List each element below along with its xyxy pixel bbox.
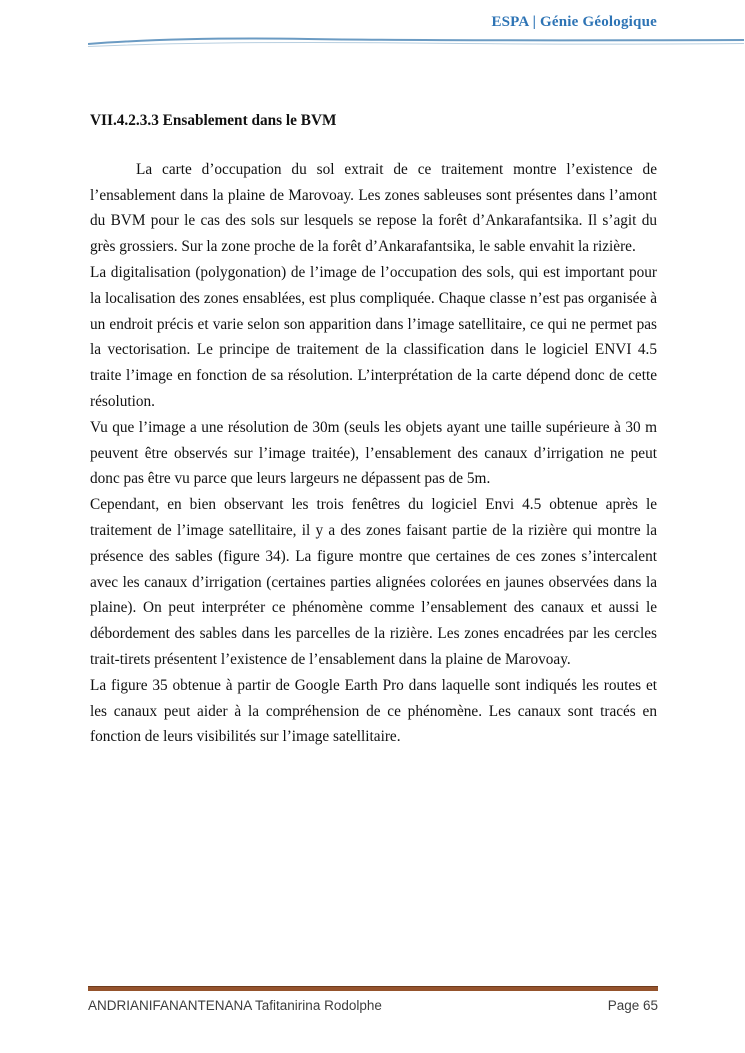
- page-body: [90, 108, 657, 750]
- paragraph: La figure 35 obtenue à partir de Google Earth Pro dans laquelle sont indiqués les routes et les canaux peut aider à la compréhension de ce phénomène. Les canaux sont tracés en fonction de leurs visibilités sur l’image satellitaire.: [90, 676, 657, 746]
- header-swoosh-icon: [88, 36, 744, 48]
- page-footer: [88, 986, 658, 1013]
- footer-page-number: Page 65: [607, 998, 658, 1013]
- paragraph: Vu que l’image a une résolution de 30m (seuls les objets ayant une taille supérieure à 30 m peuvent être observés sur l’image traitée), l’ensablement des canaux d’irrigation ne peut donc pas être vu parce que leurs largeurs ne dépassent pas de 5m.: [90, 418, 657, 488]
- paragraph: Cependant, en bien observant les trois fenêtres du logiciel Envi 4.5 obtenue après le traitement de l’image satellitaire, il y a des zones faisant partie de la rizière qui montre la présence des sables (figure 34). La figure montre que certaines de ces zones s’intercalent avec les canaux d’irrigation (certaines parties alignées colorées en jaunes observées dans la plaine). On peut interpréter ce phénomène comme l’ensablement des canaux et aussi le débordement des sables dans les parcelles de la rizière. Les zones encadrées par les cercles trait-tirets présentent l’existence de l’ensablement dans la plaine de Marovoay.: [90, 496, 657, 668]
- footer-author: ANDRIANIFANANTENANA Tafitanirina Rodolphe: [88, 998, 382, 1013]
- page-header: [0, 0, 745, 52]
- paragraph: La digitalisation (polygonation) de l’image de l’occupation des sols, qui est important pour la localisation des zones ensablées, est plus compliquée. Chaque classe n’est pas organisée à un endroit précis et varie selon son apparition dans l’image satellitaire, ce qui ne permet pas la vectorisation. Le principe de traitement de la classification dans le logiciel ENVI 4.5 traite l’image en fonction de sa résolution. L’interprétation de la carte dépend donc de cette résolution.: [90, 263, 657, 410]
- section-heading: VII.4.2.3.3 Ensablement dans le BVM: [90, 112, 337, 129]
- header-rule-line: [88, 36, 744, 48]
- footer-row: [88, 991, 658, 1013]
- header-title: ESPA | Génie Géologique: [491, 14, 657, 30]
- paragraph: La carte d’occupation du sol extrait de ce traitement montre l’existence de l’ensablement dans la plaine de Marovoay. Les zones sableuses sont présentes dans l’amont du BVM pour le cas des sols sur lesquels se repose la forêt d’Ankarafantsika. Il s’agit du grès grossiers. Sur la zone proche de la forêt d’Ankarafantsika, le sable envahit la rizière.: [90, 160, 657, 256]
